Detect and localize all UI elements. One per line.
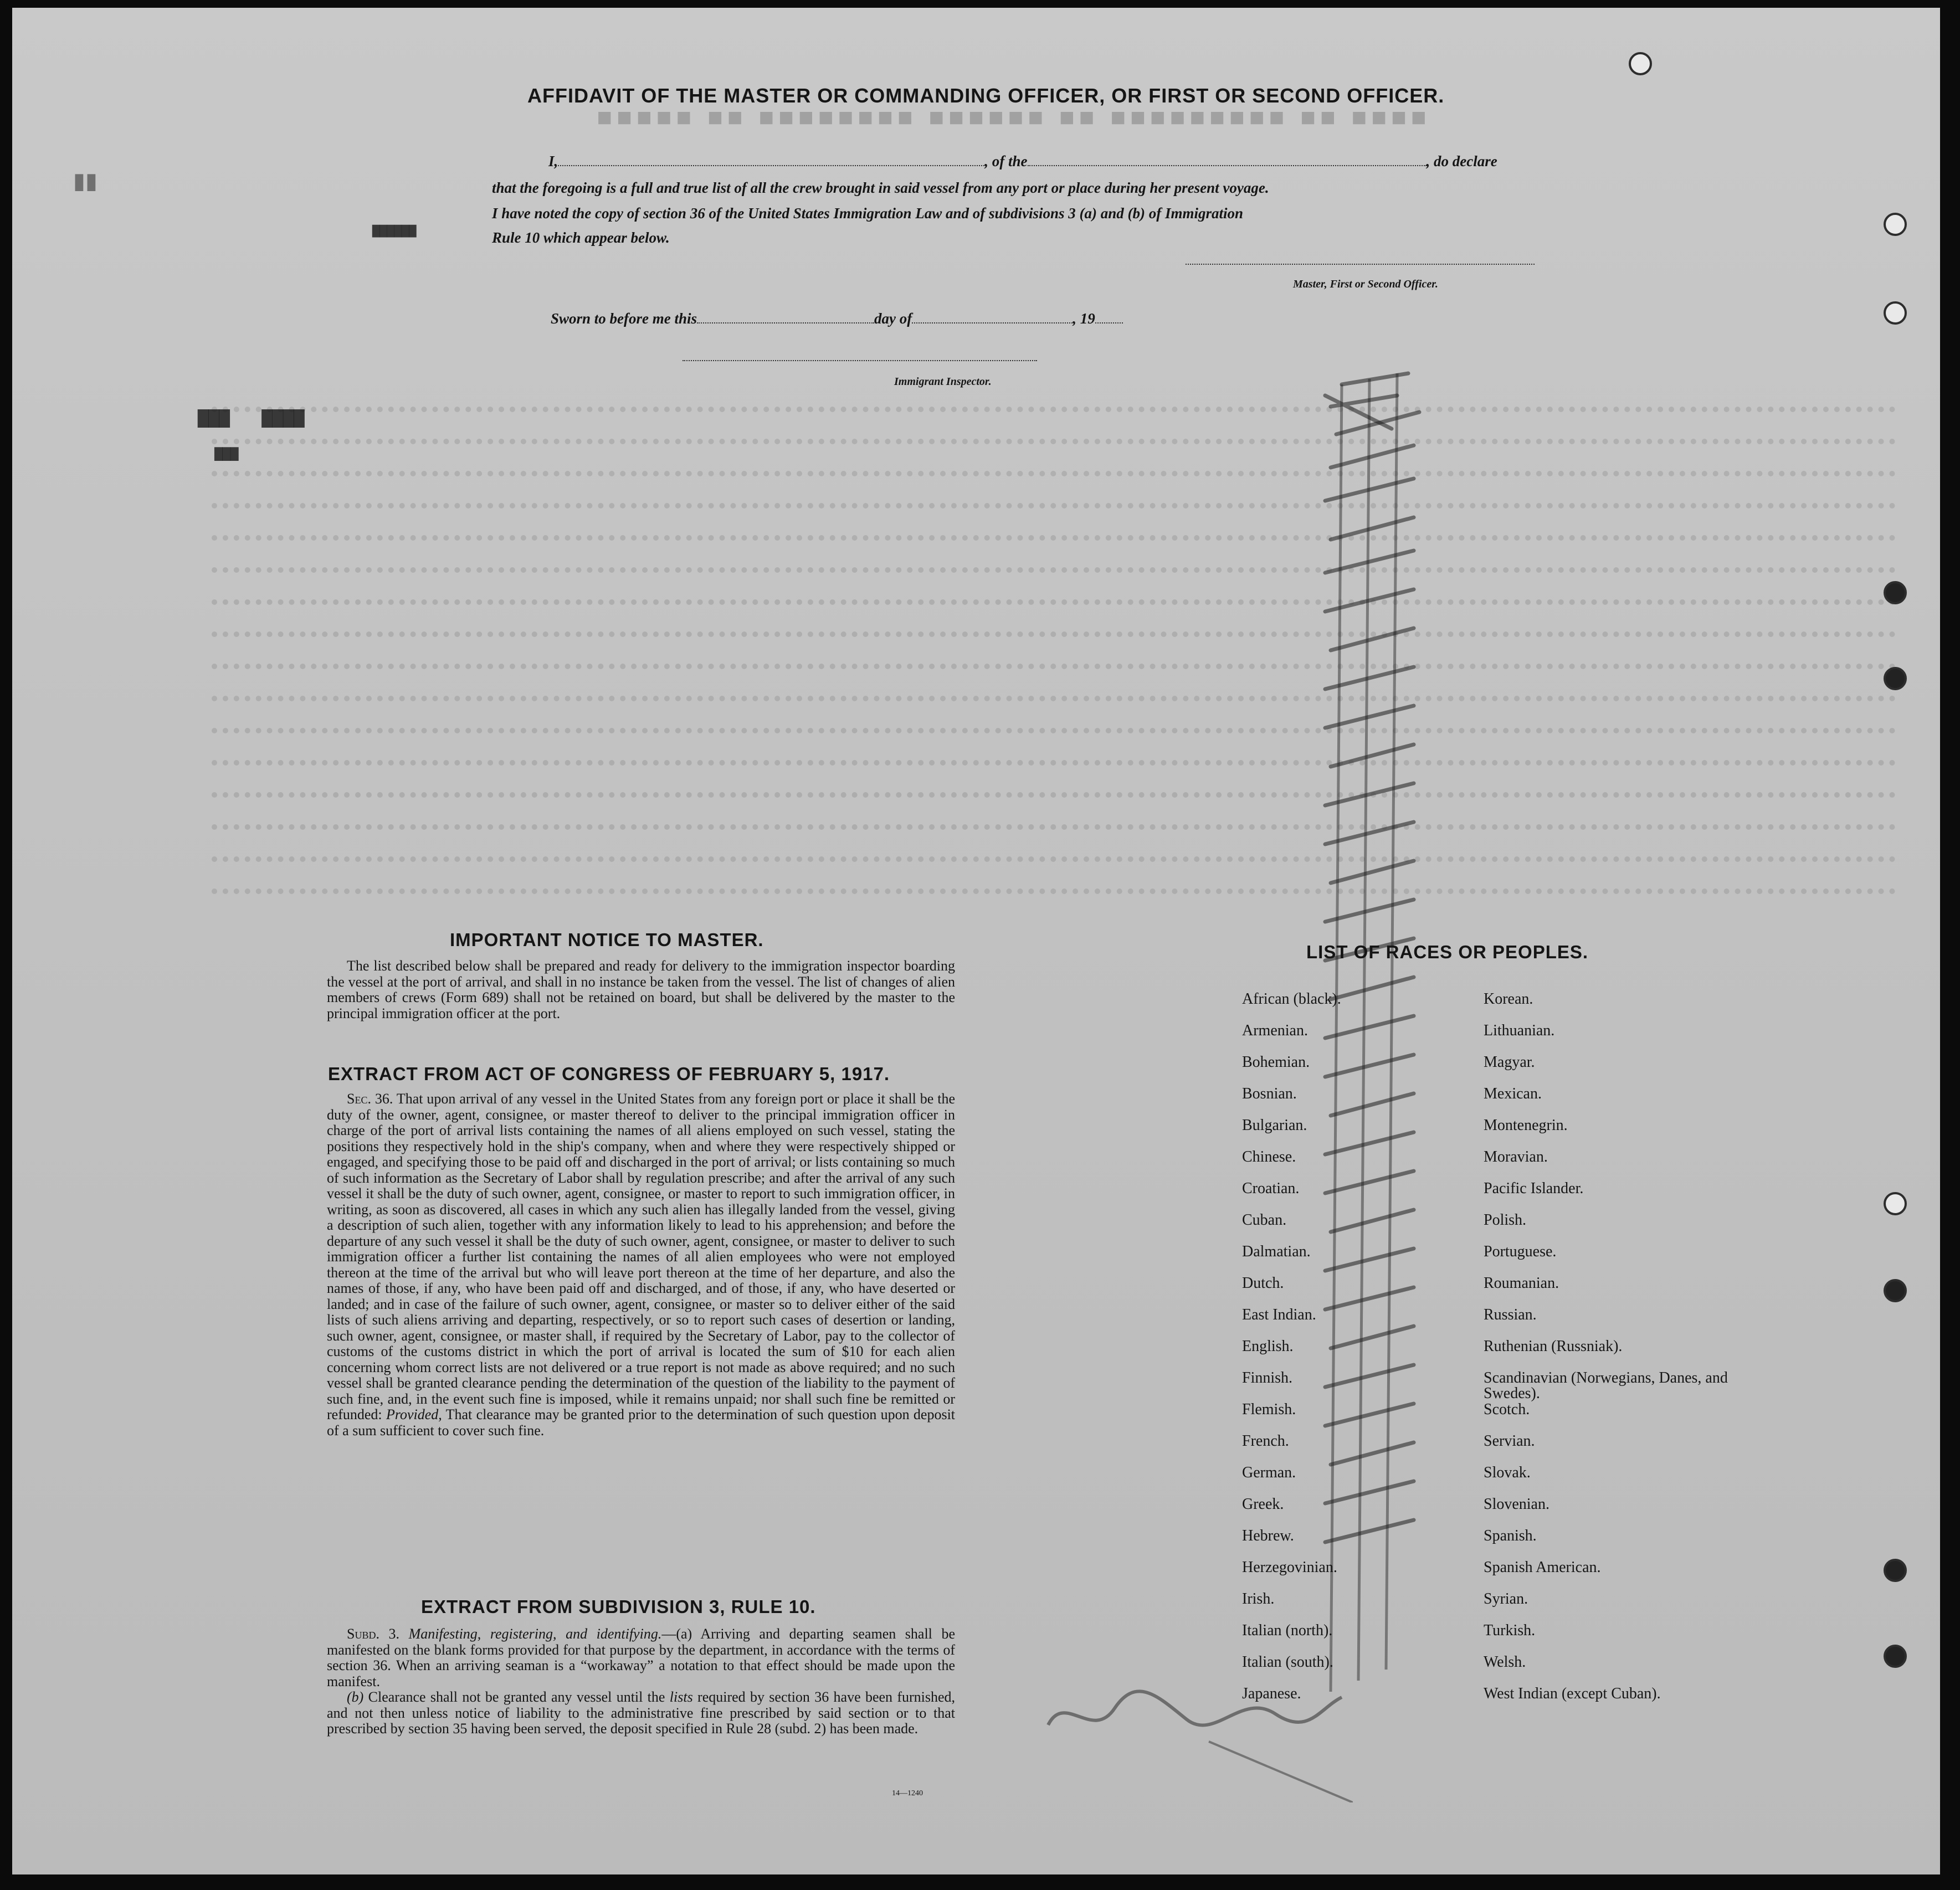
race-item: Bohemian. xyxy=(1242,1054,1310,1071)
race-item: Russian. xyxy=(1484,1306,1537,1323)
race-item: Armenian. xyxy=(1242,1022,1308,1039)
affidavit-declaration-line xyxy=(548,153,1497,170)
provided-text: That clearance may be granted prior to the determination of such question upon deposit of a sum sufficient to cover such fine. xyxy=(327,1406,956,1439)
bleed-through-mark: ▇▇▇▇▇▇ xyxy=(372,224,417,238)
punch-hole xyxy=(1884,1645,1907,1668)
races-heading: LIST OF RACES OR PEOPLES. xyxy=(1306,942,1589,962)
race-item: Mexican. xyxy=(1484,1085,1542,1102)
punch-hole xyxy=(1884,1192,1907,1215)
race-item: Irish. xyxy=(1242,1590,1275,1607)
races-column-2 xyxy=(1484,992,1738,1718)
form-number: 14—1240 xyxy=(892,1789,923,1797)
document-page xyxy=(12,8,1940,1874)
race-item: Slovak. xyxy=(1484,1464,1531,1481)
race-item: Dutch. xyxy=(1242,1275,1284,1292)
rule10-paragraph-a xyxy=(327,1626,955,1689)
race-item: Greek. xyxy=(1242,1496,1284,1513)
rule10-heading: EXTRACT FROM SUBDIVISION 3, RULE 10. xyxy=(421,1596,816,1617)
affidavit-title: AFFIDAVIT OF THE MASTER OR COMMANDING OFFICER, OR FIRST OR SECOND OFFICER. xyxy=(527,84,1445,107)
affidavit-text-line: that the foregoing is a full and true list of all the crew brought in said vessel from any port or place during her present voyage. xyxy=(492,179,1269,196)
bleed-through-mark: ▇▇▇ xyxy=(214,447,239,462)
subd-a-text: Arriving and departing seamen shall be manifested on the blank forms provided for that purpose by the department, in accordance with the terms of section 36. When an arriving seaman is a “workaway” a notation to that effect should be made upon the manifest. xyxy=(327,1626,955,1689)
affidavit-declare: , do declare xyxy=(1426,153,1497,170)
race-item: Syrian. xyxy=(1484,1590,1528,1607)
race-item: Slovenian. xyxy=(1484,1496,1549,1513)
bleed-through-mark: ▇▇▇▇ ▇▇▇ xyxy=(198,408,305,429)
race-item: Finnish. xyxy=(1242,1369,1293,1386)
notice-heading: IMPORTANT NOTICE TO MASTER. xyxy=(450,929,764,950)
race-item: Croatian. xyxy=(1242,1180,1300,1197)
subd-a-label: —(a) xyxy=(661,1626,692,1642)
race-item: Montenegrin. xyxy=(1484,1117,1568,1134)
punch-hole xyxy=(1884,301,1907,325)
race-item: Bulgarian. xyxy=(1242,1117,1307,1134)
punch-hole xyxy=(1884,667,1907,690)
race-item: Spanish American. xyxy=(1484,1559,1601,1576)
race-item: Bosnian. xyxy=(1242,1085,1297,1102)
race-item: Scandinavian (Norwegians, Danes, and Swedes). xyxy=(1484,1369,1728,1402)
inspector-caption: Immigrant Inspector. xyxy=(894,376,992,388)
subd-b-lists: lists xyxy=(669,1689,693,1705)
race-item: Herzegovinian. xyxy=(1242,1559,1337,1576)
punch-hole xyxy=(1884,213,1907,236)
officer-name-field[interactable] xyxy=(558,153,984,166)
race-item: East Indian. xyxy=(1242,1306,1316,1323)
sworn-day-field[interactable] xyxy=(697,310,874,323)
race-item: Chinese. xyxy=(1242,1148,1296,1165)
rule10-paragraph-b xyxy=(327,1689,955,1737)
race-item: Turkish. xyxy=(1484,1622,1536,1639)
race-item: English. xyxy=(1242,1338,1294,1355)
race-item: Servian. xyxy=(1484,1432,1535,1450)
race-item: Japanese. xyxy=(1242,1685,1301,1702)
punch-hole xyxy=(1629,52,1652,75)
sworn-line xyxy=(551,310,1123,327)
day-of-text: day of xyxy=(874,310,912,327)
race-item: Italian (north). xyxy=(1242,1622,1333,1639)
act-body xyxy=(327,1091,955,1439)
act-paragraph xyxy=(327,1091,955,1439)
punch-hole xyxy=(1884,1279,1907,1302)
master-caption: Master, First or Second Officer. xyxy=(1293,278,1438,290)
race-item: Polish. xyxy=(1484,1211,1527,1229)
notice-body xyxy=(327,958,955,1021)
provided-label: Provided, xyxy=(386,1406,442,1422)
races-column-1 xyxy=(1242,992,1464,1718)
master-signature-line[interactable] xyxy=(1186,264,1535,265)
race-item: Moravian. xyxy=(1484,1148,1548,1165)
race-item: Roumanian. xyxy=(1484,1275,1559,1292)
vessel-name-field[interactable] xyxy=(1028,153,1427,166)
act-text: That upon arrival of any vessel in the United States from any foreign port or place it shall be the duty of the owner, agent, consignee, or master thereof to deliver to the principal immigration officer in charge of the port of arrival lists containing the names of all aliens employed on such vessel, stating the positions they respectively hold in the ship's company, when and where they were respectively shipped or engaged, and specifying those to be paid off and discharged in the port of arrival; or lists containing so much of such information as the Secretary of Labor shall by regulation prescribe; and after the arrival of any such vessel it shall be the duty of such owner, agent, consignee, or master to report to such immigration officer, in writing, as soon as discovered, all cases in which any such alien has illegally landed from the vessel, giving a description of such alien, together with any information likely to lead to his apprehension; and before the departure of any such vessel it shall be the duty of such owner, agent, consignee, or master to deliver to such immigration officer a further list containing the names of all alien employees who were not employed thereon at the time of the arrival but who will leave port thereon at the time of her departure, and also the names of those, if any, who have been paid off and discharged, and of those, if any, who have deserted or landed; and in case of the failure of such owner, agent, consignee, or master so to deliver either of the said lists of such aliens arriving and departing, respectively, or so to report such cases of desertion or landing, such owner, agent, consignee, or master shall, if required by the Secretary of Labor, pay to the collector of customs of the customs district in which the port of arrival is located the sum of $10 for each alien concerning whom correct lists are not delivered or a true report is not made as above required; and no such vessel shall be granted clearance pending the determination of the question of the liability to the payment of such fine, and, in the event such fine is imposed, while it remains unpaid; nor shall such fine be remitted or refunded: xyxy=(327,1091,956,1422)
race-item: Cuban. xyxy=(1242,1211,1287,1229)
race-item: Flemish. xyxy=(1242,1401,1296,1418)
race-item: Ruthenian (Russniak). xyxy=(1484,1338,1623,1355)
race-item: Lithuanian. xyxy=(1484,1022,1555,1039)
race-item: Welsh. xyxy=(1484,1653,1526,1671)
sworn-month-field[interactable] xyxy=(912,310,1073,323)
margin-mark: ▮▮ xyxy=(73,168,98,194)
race-item: Scotch. xyxy=(1484,1401,1530,1418)
affidavit-i: I, xyxy=(548,153,558,170)
race-item: Dalmatian. xyxy=(1242,1243,1311,1260)
sworn-year-field[interactable] xyxy=(1095,310,1123,323)
race-item: Portuguese. xyxy=(1484,1243,1557,1260)
section-label: Sec. 36. xyxy=(347,1091,393,1107)
act-heading: EXTRACT FROM ACT OF CONGRESS OF FEBRUARY 5, 1917. xyxy=(328,1064,890,1084)
punch-hole xyxy=(1884,1559,1907,1582)
race-item: West Indian (except Cuban). xyxy=(1484,1685,1661,1702)
race-item: Spanish. xyxy=(1484,1527,1537,1544)
race-item: Italian (south). xyxy=(1242,1653,1333,1671)
race-item: French. xyxy=(1242,1432,1289,1450)
punch-hole xyxy=(1884,581,1907,604)
subd-label: Subd. 3. xyxy=(347,1626,400,1642)
inspector-signature-line[interactable] xyxy=(683,360,1037,361)
affidavit-text-line: I have noted the copy of section 36 of the United States Immigration Law and of subdivisions 3 (a) and (b) of Immigration xyxy=(492,205,1244,222)
affidavit-text-line: Rule 10 which appear below. xyxy=(492,229,670,246)
race-item: Pacific Islander. xyxy=(1484,1180,1584,1197)
rule10-body xyxy=(327,1626,955,1737)
affidavit-of-the: , of the xyxy=(984,153,1028,170)
subd-title: Manifesting, registering, and identifying. xyxy=(408,1626,662,1642)
notice-text: The list described below shall be prepared and ready for delivery to the immigration inspector boarding the vessel at the port of arrival, and shall in no instance be taken from the vessel. The list of changes of alien members of crews (Form 689) shall not be retained on board, but shall be delivered by the master to the principal immigration officer at the port. xyxy=(327,958,955,1021)
race-item: African (black). xyxy=(1242,990,1341,1008)
subd-b-label: (b) xyxy=(347,1689,364,1705)
race-item: Korean. xyxy=(1484,990,1533,1008)
bleed-through-title: ■■■■ ■■ ■■■■■■■■■ ■■ ■■■■■■ ■■■■■■■■ ■■ ■■■■■ xyxy=(592,102,1427,131)
sworn-text: Sworn to before me this xyxy=(551,310,697,327)
year-text: , 19 xyxy=(1073,310,1095,327)
race-item: Magyar. xyxy=(1484,1054,1535,1071)
race-item: Hebrew. xyxy=(1242,1527,1294,1544)
subd-b-text-1: Clearance shall not be granted any vessel until the xyxy=(368,1689,665,1705)
subd-b-text-2: required by section 36 have been furnished, and not then unless notice of liability to the administrative fine prescribed by said section or to that prescribed by section 35 having been served, the deposit specified in Rule 28 (subd. 2) has been made. xyxy=(327,1689,956,1737)
race-item: German. xyxy=(1242,1464,1296,1481)
